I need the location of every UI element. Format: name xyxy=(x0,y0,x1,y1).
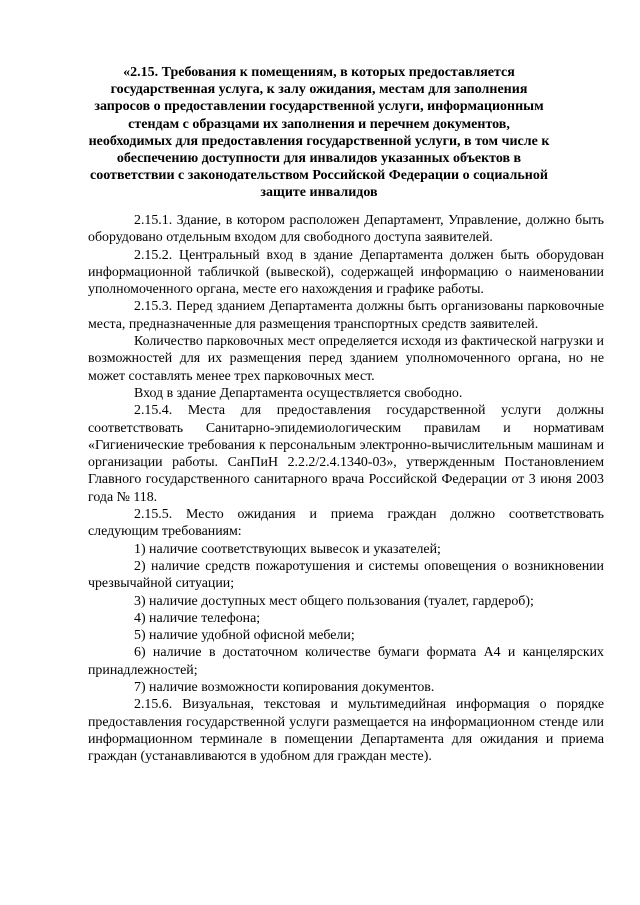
paragraph-2-15-5: 2.15.5. Место ожидания и приема граждан должно соответствовать следующим требованиям: xyxy=(88,507,604,540)
paragraph-2-15-3: 2.15.3. Перед зданием Департамента должны быть организованы парковочные места, предназначенные для размещения транспортных средств заявителей. xyxy=(88,299,604,332)
paragraph-2-15-2: 2.15.2. Центральный вход в здание Департамента должен быть оборудован информационной табличкой (вывеской), содержащей информацию о наименовании уполномоченного органа, месте его нахождения и графике работы. xyxy=(88,247,604,298)
list-item-7: 7) наличие возможности копирования документов. xyxy=(134,680,435,696)
list-item-1: 1) наличие соответствующих вывесок и указателей; xyxy=(134,541,441,557)
list-item-6: 6) наличие в достаточном количестве бумаги формата А4 и канцелярских принадлежностей; xyxy=(88,645,604,678)
paragraph-2-15-4: 2.15.4. Места для предоставления государственной услуги должны соответствовать Санитарно-эпидемиологическим правилам и нормативам «Гигиенические требования к персональным электронно-вычислительным машинам и организации работы. СанПиН 2.2.2/2.4.1340-03», утвержденным Постановлением Главного государственного санитарного врача Российской Федерации от 3 июня 2003 года № 118. xyxy=(88,403,604,505)
list-item-3: 3) наличие доступных мест общего пользования (туалет, гардероб); xyxy=(134,593,534,609)
list-item-5: 5) наличие удобной офисной мебели; xyxy=(134,628,355,644)
paragraph-entrance: Вход в здание Департамента осуществляется свободно. xyxy=(134,385,463,401)
paragraph-parking-count: Количество парковочных мест определяется исходя из фактической нагрузки и возможностей для их размещения перед зданием уполномоченного органа, но не может составлять менее трех парковочных мест. xyxy=(88,334,604,384)
list-item-4: 4) наличие телефона; xyxy=(134,610,261,626)
paragraph-2-15-6: 2.15.6. Визуальная, текстовая и мультимедийная информация о порядке предоставления государственной услуги размещается на информационном стенде или информационном терминале в помещении Департамента для ожидания и приема граждан (устанавливаются в удобном для граждан месте). xyxy=(88,697,604,765)
paragraph-2-15-1: 2.15.1. Здание, в котором расположен Департамент, Управление, должно быть оборудовано отдельным входом для свободного доступа заявителей. xyxy=(88,213,604,246)
document-body xyxy=(88,212,604,766)
section-heading: «2.15. Требования к помещениям, в которых предоставляется государственная услуга, к залу ожидания, местам для заполнения запросов о предоставлении государственной услуги, информационным стендам с образцами их заполнения и перечнем документов, необходимых для предоставления государственной услуги, в том числе к обеспечению доступности для инвалидов указанных объектов в соответствии с законодательством Российской Федерации о социальной защите инвалидов xyxy=(88,65,550,201)
list-item-2: 2) наличие средств пожаротушения и системы оповещения о возникновении чрезвычайной ситуации; xyxy=(88,558,604,592)
